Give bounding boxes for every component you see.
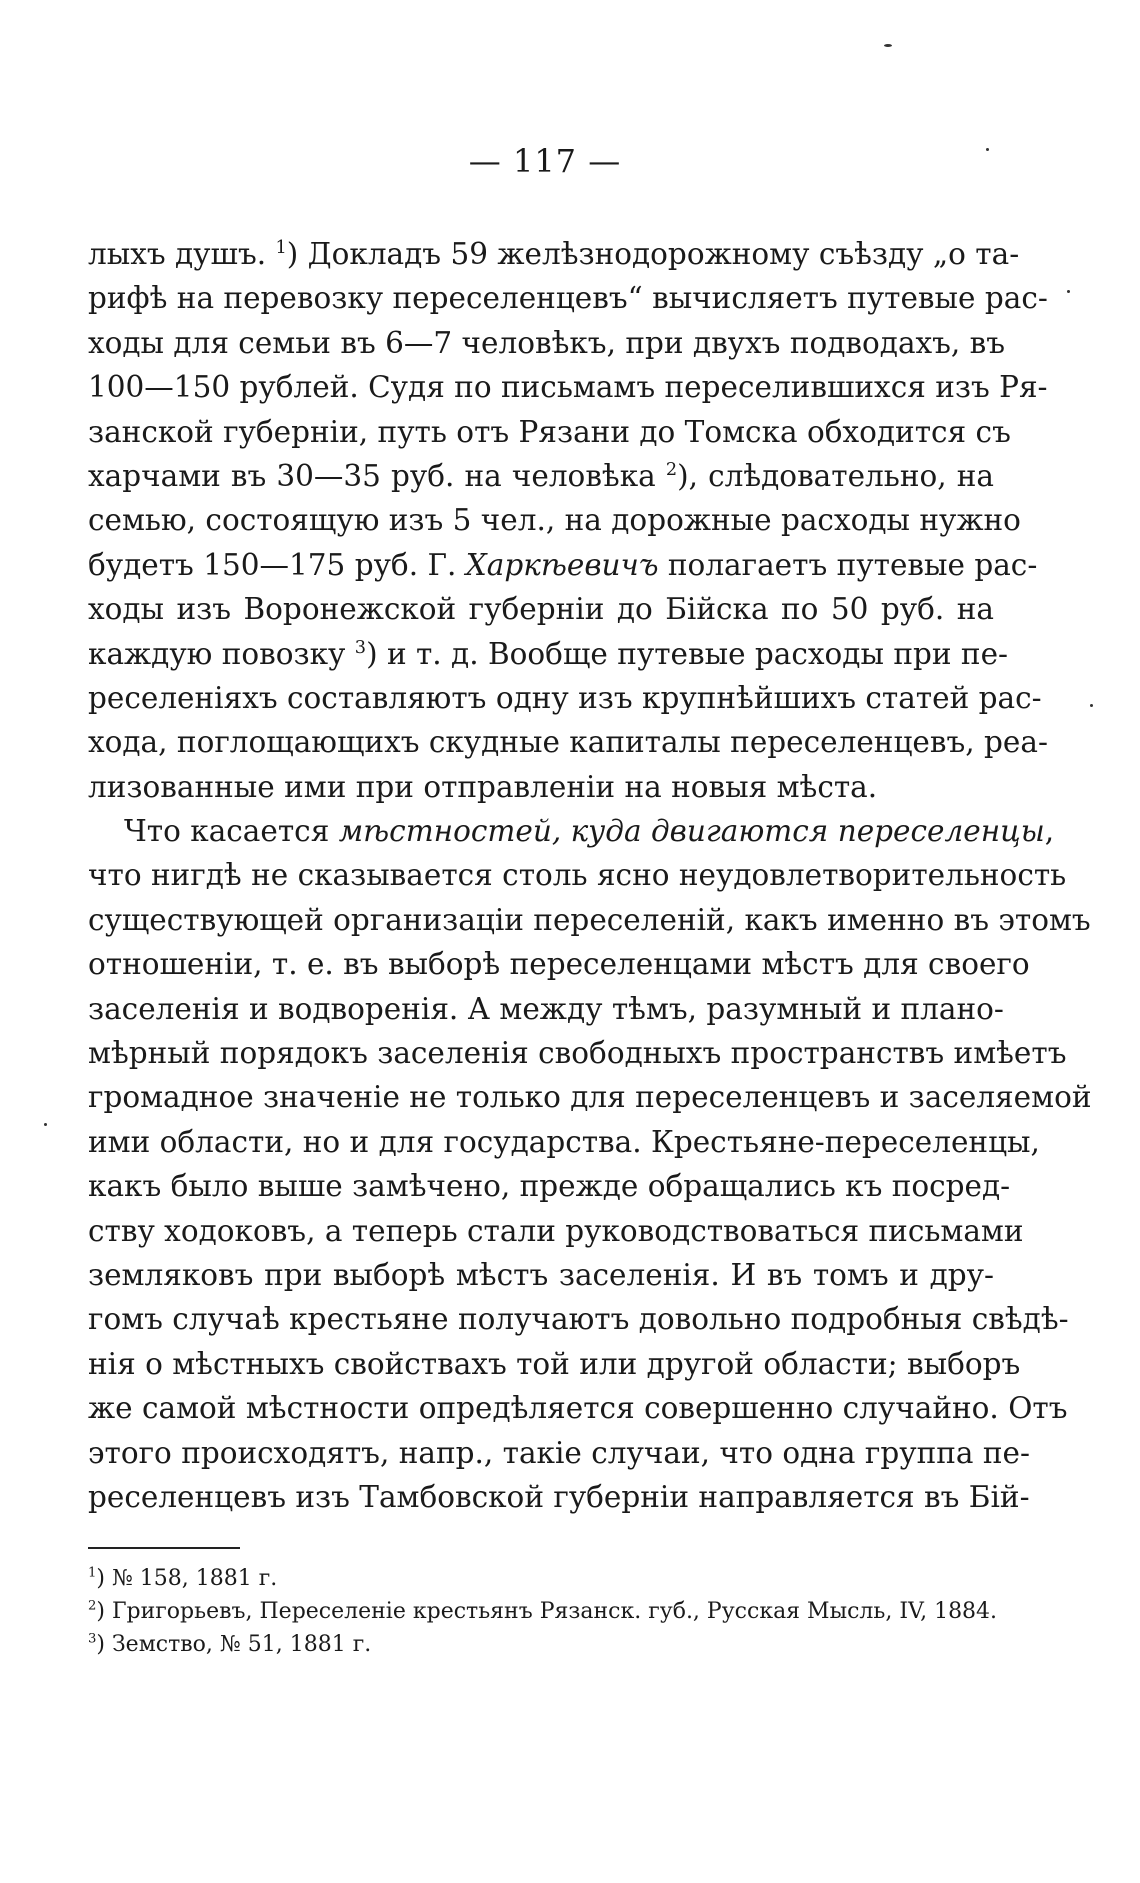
text-line (88, 321, 1006, 365)
text-segment: ) и т. д. Вообще путевые расходы при пе- (366, 636, 1009, 671)
text-line (88, 1075, 1092, 1119)
text-segment: полагаетъ путевые рас- (658, 547, 1038, 582)
scan-speck (884, 44, 892, 47)
text-line (88, 1297, 1069, 1341)
text-line (88, 365, 1048, 409)
text-line (88, 587, 994, 631)
text-segment: будетъ 150—175 руб. Г. (88, 547, 466, 582)
text-segment: нія о мѣстныхъ свойствахъ той или другой области; выборъ (88, 1346, 1021, 1381)
text-line (88, 765, 994, 809)
footnote-mark: 2 (88, 1598, 97, 1614)
footnote-text: ) № 158, 1881 г. (96, 1566, 278, 1591)
text-segment: громадное значеніе не только для переселенцевъ и заселяемой (88, 1080, 1092, 1115)
text-segment: ходы для семьи въ 6—7 человѣкъ, при двухъ подводахъ, въ (88, 325, 1006, 360)
footnote (88, 1562, 1008, 1595)
text-line (88, 1342, 1021, 1386)
footnote-text: ) Григорьевъ, Переселеніе крестьянъ Рязанск. губ., Русская Мысль, IV, 1884. (96, 1599, 998, 1624)
text-segment: рифѣ на перевозку переселенцевъ“ вычисляетъ путевые рас- (88, 281, 1048, 316)
text-segment: что нигдѣ не сказывается столь ясно неудовлетворительность (88, 858, 1067, 893)
text-line (88, 1386, 1068, 1430)
text-segment: ), слѣдовательно, на (677, 458, 994, 493)
text-line (88, 809, 1055, 853)
footnote-ref: 2 (665, 460, 678, 481)
text-segment: реселенцевъ изъ Тамбовской губерніи направляется въ Бій- (88, 1479, 1030, 1514)
text-segment: ) Докладъ 59 желѣзнодорожному съѣзду „о та- (286, 237, 1020, 271)
footnote-mark: 1 (88, 1565, 97, 1581)
text-line (88, 276, 1048, 320)
text-segment: заселенія и водворенія. А между тѣмъ, разумный и плано- (88, 991, 1004, 1026)
text-line (88, 1253, 994, 1297)
text-line (88, 942, 1030, 986)
text-line (88, 853, 1067, 897)
text-line (88, 898, 1091, 942)
text-line (88, 1209, 1024, 1253)
text-segment: этого происходятъ, напр., такіе случаи, что одна группа пе- (88, 1435, 1030, 1470)
footnote-mark: 3 (88, 1631, 97, 1647)
text-segment: занской губерніи, путь отъ Рязани до Томска обходится съ (88, 414, 1011, 449)
footnote (88, 1595, 1008, 1628)
text-segment: же самой мѣстности опредѣляется совершенно случайно. Отъ (88, 1391, 1068, 1426)
text-line (88, 676, 1042, 720)
text-segment: отношеніи, т. е. въ выборѣ переселенцами мѣстъ для своего (88, 947, 1030, 982)
text-segment: мѣрный порядокъ заселенія свободныхъ пространствъ имѣетъ (88, 1036, 1067, 1071)
text-segment: каждую повозку (88, 636, 355, 671)
page-number: — 117 — (468, 142, 622, 180)
footnote-ref: 1 (275, 238, 287, 259)
text-segment: земляковъ при выборѣ мѣстъ заселенія. И въ томъ и дру- (88, 1257, 994, 1292)
text-segment: реселеніяхъ составляютъ одну изъ крупнѣйшихъ статей рас- (88, 680, 1042, 715)
footnotes (88, 1562, 1008, 1661)
text-line (88, 410, 1011, 454)
text-line (88, 1120, 1040, 1164)
scan-speck (1067, 290, 1070, 293)
italic-text: мѣстностей, куда двигаются переселенцы (338, 814, 1045, 849)
text-line (88, 1031, 1067, 1075)
text-line (88, 632, 1009, 676)
body-text (88, 232, 1092, 1519)
text-line (88, 987, 1004, 1031)
text-segment: ству ходоковъ, а теперь стали руководствоваться письмами (88, 1213, 1024, 1248)
text-line (88, 454, 994, 498)
text-segment: существующей организаціи переселеній, какъ именно въ этомъ (88, 902, 1091, 937)
text-segment: лизованные ими при отправленіи на новыя мѣста. (88, 769, 878, 804)
text-line (88, 1475, 1030, 1519)
footnote-ref: 3 (354, 637, 367, 658)
text-segment: семью, состоящую изъ 5 чел., на дорожные расходы нужно (88, 503, 1021, 538)
italic-text: Харкѣевичъ (465, 547, 659, 582)
text-line (88, 232, 1020, 276)
text-segment: лыхъ душъ. (88, 237, 276, 271)
text-line (88, 1431, 1030, 1475)
text-segment: хода, поглощающихъ скудные капиталы переселенцевъ, реа- (88, 725, 1048, 760)
text-segment: Что касается (124, 814, 339, 849)
text-segment: ими области, но и для государства. Крестьяне-переселенцы, (88, 1124, 1040, 1159)
text-line (88, 498, 1021, 542)
text-segment: гомъ случаѣ крестьяне получаютъ довольно подробныя свѣдѣ- (88, 1302, 1069, 1337)
footnote-text: ) Земство, № 51, 1881 г. (96, 1632, 372, 1657)
text-line (88, 543, 1038, 587)
text-segment: 100—150 рублей. Судя по письмамъ переселившихся изъ Ря- (88, 370, 1048, 405)
scan-speck (44, 1123, 47, 1126)
text-segment: какъ было выше замѣчено, прежде обращались къ посред- (88, 1169, 1011, 1204)
text-line (88, 720, 1048, 764)
footnote-rule (88, 1547, 240, 1549)
footnote (88, 1628, 1008, 1661)
text-line (88, 1164, 1011, 1208)
scan-speck (986, 148, 989, 151)
text-segment: ходы изъ Воронежской губерніи до Бійска по 50 руб. на (88, 592, 994, 627)
text-segment: , (1044, 814, 1055, 849)
text-segment: харчами въ 30—35 руб. на человѣка (88, 458, 666, 493)
scan-speck (1090, 704, 1093, 707)
